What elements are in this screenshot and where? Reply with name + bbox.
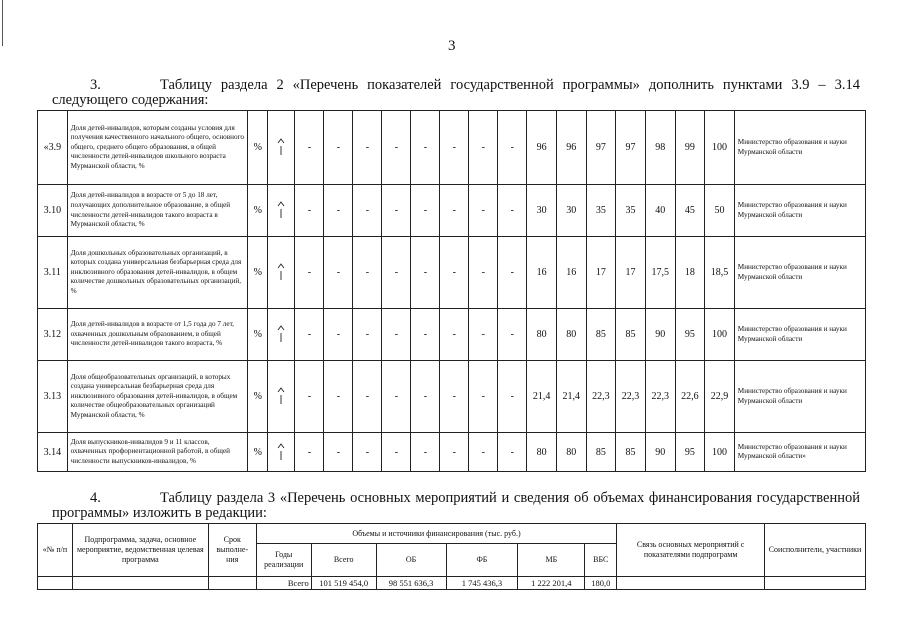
indicator-unit: % (248, 111, 268, 185)
indicator-empty-year: - (324, 185, 353, 237)
indicator-year-value: 45 (675, 185, 705, 237)
indicator-year-value: 22,3 (586, 361, 616, 433)
paragraph-3 (52, 78, 860, 108)
indicator-year-value: 95 (675, 309, 705, 361)
indicator-empty-year: - (440, 433, 469, 472)
row-fb: 1 745 436,3 (446, 577, 518, 590)
indicator-year-value: 97 (586, 111, 616, 185)
paragraph-4-line1: Таблицу раздела 3 «Перечень основных мероприятий и сведения об объемах финансирования государственной (160, 490, 860, 506)
indicator-year-value: 95 (675, 433, 705, 472)
indicator-empty-year: - (382, 237, 411, 309)
indicator-empty-year: - (469, 361, 498, 433)
indicator-empty-year: - (411, 309, 440, 361)
indicator-empty-year: - (353, 361, 382, 433)
header-coexecutors: Соисполнители, участники (765, 524, 866, 577)
indicator-empty-year: - (382, 433, 411, 472)
indicator-empty-year: - (324, 433, 353, 472)
indicator-empty-year: - (353, 111, 382, 185)
header-years: Годы реализации (256, 544, 311, 577)
indicator-year-value: 22,3 (616, 361, 646, 433)
indicator-unit: % (248, 433, 268, 472)
indicator-year-value: 99 (675, 111, 705, 185)
indicator-empty-year: - (440, 361, 469, 433)
indicator-empty-year: - (440, 237, 469, 309)
indicator-code: «3.9 (38, 111, 68, 185)
header-mb: МБ (518, 544, 585, 577)
indicator-year-value: 16 (527, 237, 557, 309)
indicator-empty-year: - (382, 111, 411, 185)
indicator-year-value: 100 (705, 433, 735, 472)
growth-arrow-icon (268, 433, 295, 472)
header-number: «№ п/п (38, 524, 73, 577)
indicator-year-value: 17 (616, 237, 646, 309)
indicator-empty-year: - (411, 361, 440, 433)
indicator-empty-year: - (469, 433, 498, 472)
indicator-year-value: 97 (616, 111, 646, 185)
indicator-row (38, 433, 866, 472)
indicator-row (38, 185, 866, 237)
indicator-empty-year: - (382, 185, 411, 237)
indicator-empty-year: - (324, 361, 353, 433)
header-funding: Объемы и источники финансирования (тыс. руб.) (256, 524, 617, 544)
indicator-code: 3.14 (38, 433, 68, 472)
row-number-cell (38, 577, 73, 590)
indicator-year-value: 17,5 (645, 237, 675, 309)
row-ob: 98 551 636,3 (376, 577, 446, 590)
indicator-empty-year: - (382, 309, 411, 361)
indicator-year-value: 40 (645, 185, 675, 237)
indicator-empty-year: - (353, 309, 382, 361)
row-link-cell (617, 577, 765, 590)
indicator-empty-year: - (324, 111, 353, 185)
indicator-unit: % (248, 185, 268, 237)
indicator-code: 3.12 (38, 309, 68, 361)
indicator-row (38, 111, 866, 185)
indicator-empty-year: - (440, 309, 469, 361)
indicator-description: Доля дошкольных образовательных организаций, в которых создана универсальная безбарьерная среда для инклюзивного образования детей-инвалидов, в общем количестве дошкольных образовательных организаций, % (67, 237, 248, 309)
indicator-year-value: 30 (556, 185, 586, 237)
indicator-year-value: 80 (556, 309, 586, 361)
indicator-empty-year: - (353, 237, 382, 309)
indicator-code: 3.10 (38, 185, 68, 237)
indicators-table (37, 110, 866, 472)
indicator-unit: % (248, 237, 268, 309)
indicator-empty-year: - (353, 185, 382, 237)
row-label: Всего (256, 577, 311, 590)
growth-arrow-icon (268, 309, 295, 361)
header-program: Подпрограмма, задача, основное мероприятие, ведомственная целевая программа (72, 524, 208, 577)
indicator-responsible: Министерство образования и науки Мурманской области (734, 185, 865, 237)
indicator-description: Доля детей-инвалидов в возрасте от 5 до 18 лет, получающих дополнительное образование, в общей численности детей-инвалидов такого возраста в Мурманской области, % (67, 185, 248, 237)
indicator-year-value: 22,6 (675, 361, 705, 433)
indicator-empty-year: - (498, 361, 527, 433)
header-term: Срок выполне-ния (208, 524, 256, 577)
indicator-empty-year: - (353, 433, 382, 472)
indicator-empty-year: - (469, 309, 498, 361)
indicator-empty-year: - (411, 111, 440, 185)
row-mb: 1 222 201,4 (518, 577, 585, 590)
row-term-cell (208, 577, 256, 590)
paragraph-4-number: 4. (90, 490, 101, 506)
indicator-empty-year: - (295, 185, 324, 237)
indicator-year-value: 22,9 (705, 361, 735, 433)
indicator-empty-year: - (295, 309, 324, 361)
paragraph-4-line2: программы» изложить в редакции: (52, 505, 267, 521)
indicator-empty-year: - (498, 185, 527, 237)
indicator-year-value: 17 (586, 237, 616, 309)
indicator-year-value: 80 (556, 433, 586, 472)
indicator-row (38, 309, 866, 361)
header-fb: ФБ (446, 544, 518, 577)
indicator-empty-year: - (498, 309, 527, 361)
indicator-responsible: Министерство образования и науки Мурманской области (734, 111, 865, 185)
indicator-year-value: 100 (705, 111, 735, 185)
indicator-description: Доля выпускников-инвалидов 9 и 11 классов, охваченных профориентационной работой, в общей численности выпускников-инвалидов, % (67, 433, 248, 472)
row-total: 101 519 454,0 (311, 577, 376, 590)
indicator-empty-year: - (411, 237, 440, 309)
indicator-year-value: 96 (527, 111, 557, 185)
indicator-code: 3.11 (38, 237, 68, 309)
header-ob: ОБ (376, 544, 446, 577)
indicator-row (38, 237, 866, 309)
indicator-year-value: 80 (527, 433, 557, 472)
indicator-responsible: Министерство образования и науки Мурманской области (734, 361, 865, 433)
indicator-year-value: 90 (645, 433, 675, 472)
page-number: 3 (448, 38, 456, 54)
indicator-year-value: 96 (556, 111, 586, 185)
indicator-year-value: 50 (705, 185, 735, 237)
indicator-empty-year: - (469, 111, 498, 185)
indicator-empty-year: - (295, 433, 324, 472)
indicator-empty-year: - (382, 361, 411, 433)
indicator-description: Доля детей-инвалидов, которым созданы условия для получения качественного начального общего, основного общего, среднего общего образования, в общей численности детей-инвалидов школьного возраста Мурманской области, % (67, 111, 248, 185)
indicator-year-value: 16 (556, 237, 586, 309)
indicator-row (38, 361, 866, 433)
growth-arrow-icon (268, 185, 295, 237)
paragraph-3-number: 3. (90, 77, 101, 93)
indicator-empty-year: - (498, 433, 527, 472)
indicator-year-value: 85 (616, 309, 646, 361)
indicator-year-value: 22,3 (645, 361, 675, 433)
row-coexec-cell (765, 577, 866, 590)
row-vbs: 180,0 (585, 577, 617, 590)
indicator-empty-year: - (440, 111, 469, 185)
indicator-empty-year: - (411, 185, 440, 237)
indicator-empty-year: - (295, 111, 324, 185)
header-total: Всего (311, 544, 376, 577)
indicator-year-value: 30 (527, 185, 557, 237)
indicator-responsible: Министерство образования и науки Мурманской области (734, 237, 865, 309)
indicator-year-value: 18 (675, 237, 705, 309)
indicator-responsible: Министерство образования и науки Мурманской области» (734, 433, 865, 472)
indicator-year-value: 18,5 (705, 237, 735, 309)
growth-arrow-icon (268, 237, 295, 309)
indicator-empty-year: - (324, 237, 353, 309)
left-margin-mark (2, 0, 3, 46)
indicator-code: 3.13 (38, 361, 68, 433)
indicator-empty-year: - (324, 309, 353, 361)
paragraph-3-line1: Таблицу раздела 2 «Перечень показателей государственной программы» дополнить пунктами 3.9 – 3.14 (160, 77, 860, 93)
indicator-empty-year: - (498, 111, 527, 185)
indicator-empty-year: - (469, 237, 498, 309)
growth-arrow-icon (268, 111, 295, 185)
indicator-year-value: 90 (645, 309, 675, 361)
indicator-year-value: 21,4 (556, 361, 586, 433)
indicator-year-value: 100 (705, 309, 735, 361)
paragraph-3-line2: следующего содержания: (52, 92, 209, 108)
indicator-empty-year: - (498, 237, 527, 309)
indicator-year-value: 85 (586, 309, 616, 361)
funding-table (37, 523, 866, 590)
header-link: Связь основных мероприятий с показателями подпрограмм (617, 524, 765, 577)
indicator-empty-year: - (411, 433, 440, 472)
indicator-year-value: 35 (616, 185, 646, 237)
indicator-year-value: 35 (586, 185, 616, 237)
indicator-empty-year: - (295, 361, 324, 433)
indicator-year-value: 98 (645, 111, 675, 185)
indicator-unit: % (248, 309, 268, 361)
row-program-cell (72, 577, 208, 590)
indicator-empty-year: - (295, 237, 324, 309)
paragraph-4 (52, 491, 860, 521)
indicator-responsible: Министерство образования и науки Мурманской области (734, 309, 865, 361)
indicator-year-value: 85 (586, 433, 616, 472)
growth-arrow-icon (268, 361, 295, 433)
indicator-year-value: 21,4 (527, 361, 557, 433)
indicator-empty-year: - (469, 185, 498, 237)
indicator-year-value: 80 (527, 309, 557, 361)
indicator-description: Доля детей-инвалидов в возрасте от 1,5 года до 7 лет, охваченных дошкольным образованием, в общей численности детей-инвалидов такого возраста, % (67, 309, 248, 361)
indicator-unit: % (248, 361, 268, 433)
indicator-year-value: 85 (616, 433, 646, 472)
header-vbs: ВБС (585, 544, 617, 577)
indicator-empty-year: - (440, 185, 469, 237)
indicator-description: Доля общеобразовательных организаций, в которых создана универсальная безбарьерная среда для инклюзивного образования детей-инвалидов, в общем количестве общеобразовательных организаций Мурманской области, % (67, 361, 248, 433)
